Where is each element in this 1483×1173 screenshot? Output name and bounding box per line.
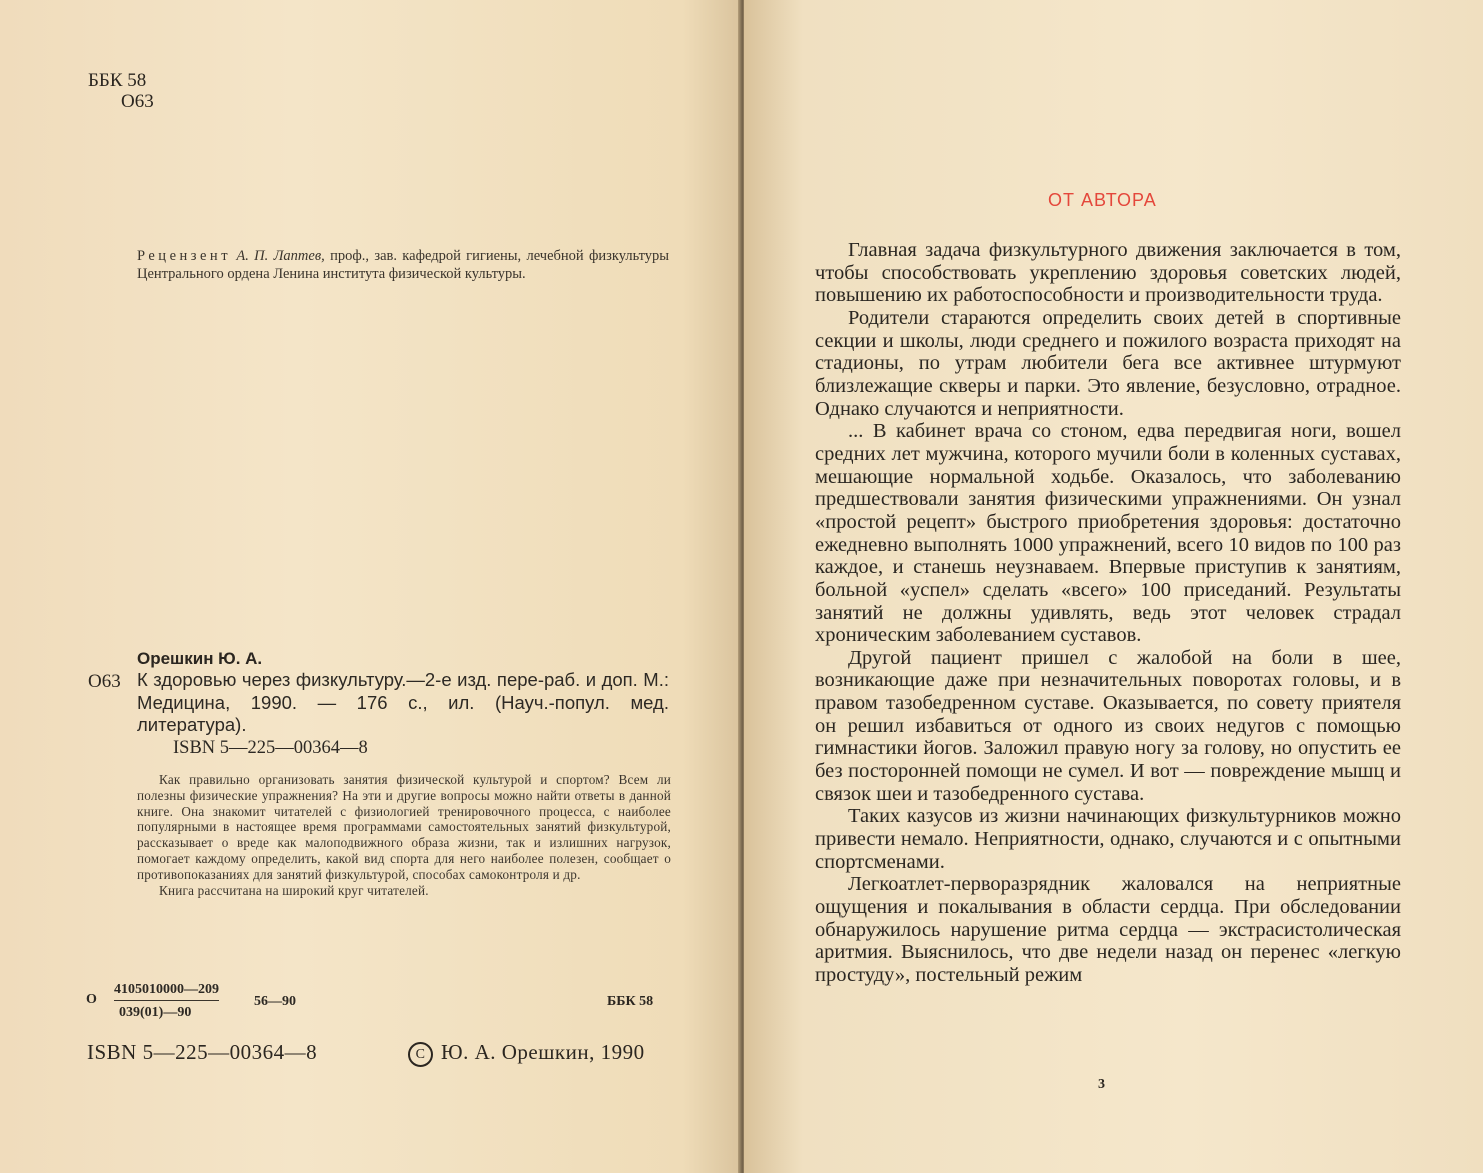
annotation-paragraph: Книга рассчитана на широкий круг читателей. [159, 882, 429, 898]
reviewer-text: проф., зав. кафедрой гигиены, лечебной физкультуры Центрального ордена Ленина института физической культуры. [137, 248, 670, 282]
paragraph: Легкоатлет-перворазрядник жаловался на неприятные ощущения и покалывания в области сердца. При обследовании обнаружилось нарушение ритма сердца — экстрасистолическая аритмия. Выяснилось, что две недели назад он перенес «легкую простуду», постельный режим [815, 873, 1401, 986]
bbk-index-bottom: ББК 58 [607, 994, 654, 1009]
fraction-price-code: 56—90 [254, 994, 296, 1009]
reviewer-name: А. П. Лаптев, [236, 248, 325, 264]
author-name: Орешкин Ю. А. [137, 649, 263, 668]
paragraph: ... В кабинет врача со стоном, едва передвигая ноги, вошел средних лет мужчина, которого мучили боли в коленных суставах, мешающие нормальной ходьбе. Оказалось, что заболеванию предшествовали занятия физическими упражнениями. Он узнал «простой рецепт» быстрого приобретения здоровья: достаточно ежедневно выполнять 1000 упражнений, всего 10 видов по 100 раз каждое, и станешь неузнаваем. Впервые приступив к занятиям, больной «успел» сделать «всего» 100 приседаний. Результаты занятий не должны удивлять, ведь этот человек страдал хроническим заболеванием суставов. [815, 420, 1401, 647]
annotation-paragraph: Как правильно организовать занятия физической культурой и спортом? Всем ли полезны физические упражнения? На эти и другие вопросы можно найти ответы в данной книге. Она знакомит читателей с физиологией тренировочного процесса, с наиболее популярными в настоящее время программами самостоятельных занятий физкультурой, рассказывает о вреде как малоподвижного образа жизни, так и излишних нагрузок, помогает каждому определить, какой вид спорта для него наиболее полезен, сообщает о противопоказаниях для занятий физкультурой, способах самоконтроля и др. [137, 772, 671, 882]
paragraph: Таких казусов из жизни начинающих физкультурников можно привести немало. Неприятности, однако, случаются и с опытными спортсменами. [815, 805, 1401, 873]
copyright [408, 1040, 645, 1067]
bbk-code: ББК 58 [88, 70, 147, 91]
reviewer-note [137, 248, 669, 283]
bbk-index-top [88, 70, 154, 112]
reviewer-label: Рецензент [137, 248, 232, 264]
chapter-heading: ОТ АВТОРА [1048, 190, 1157, 210]
isbn: ISBN 5—225—00364—8 [87, 1040, 318, 1064]
copyright-icon: C [408, 1042, 433, 1067]
bib-isbn: ISBN 5—225—00364—8 [173, 737, 368, 758]
fraction-denominator: 039(01)—90 [119, 1005, 192, 1020]
bib-text: К здоровью через физкультуру.—2-е изд. пере-раб. и доп. М.: Медицина, 1990. — 176 с., ил. (Науч.-попул. мед. литература). [137, 669, 669, 735]
copyright-text: Ю. А. Орешкин, 1990 [441, 1040, 645, 1064]
author-mark: О63 [121, 91, 154, 112]
paragraph: Главная задача физкультурного движения заключается в том, чтобы способствовать укреплению здоровья советских людей, повышению их работоспособности и производительности труда. [815, 239, 1401, 307]
paragraph: Другой пациент пришел с жалобой на боли в шее, возникающие даже при незначительных поворотах головы, и в правом тазобедренном суставе. Оказывается, по совету приятеля он решил избавиться от одного из своих недугов с помощью гимнастики йогов. Заложил правую ногу за голову, но опустить ее без посторонней помощи не сумел. И вот — повреждение мышц и связок шеи и тазобедренного сустава. [815, 646, 1401, 805]
annotation [137, 772, 671, 898]
body-text [815, 239, 1401, 987]
catalog-code: О63 [88, 671, 121, 692]
paragraph: Родители стараются определить своих детей в спортивные секции и школы, люди среднего и пожилого возраста приходят на стадионы, по утрам любители бега все активнее штурмуют близлежащие скверы и парки. Это явление, безусловно, отрадное. Однако случаются и неприятности. [815, 306, 1401, 420]
fraction-numerator: 4105010000—209 [114, 982, 219, 1001]
fraction-prefix: О [86, 992, 97, 1007]
bibliographic-record [137, 669, 669, 759]
page-number: 3 [1098, 1077, 1105, 1092]
